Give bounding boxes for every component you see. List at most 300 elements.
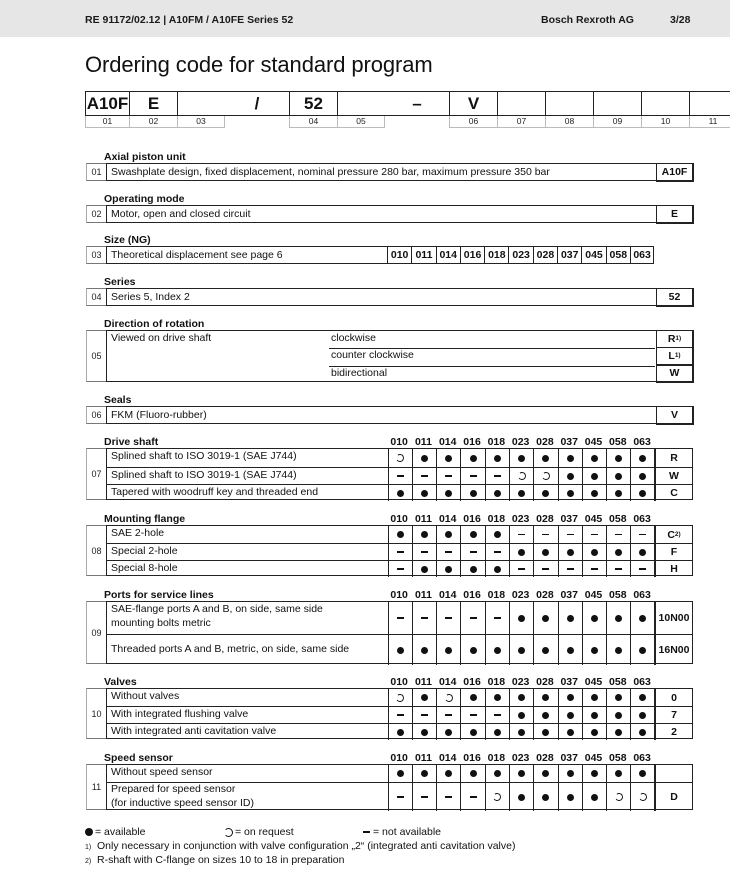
legend-not-available-label: = not available xyxy=(373,826,442,838)
availability-cell-028 xyxy=(533,783,557,811)
size-label: 011 xyxy=(414,752,432,764)
availability-cell-058 xyxy=(606,544,630,560)
availability-cell-018 xyxy=(485,765,509,782)
availability-cell-037 xyxy=(558,602,582,634)
rotation-code-2 xyxy=(656,364,694,383)
available-dot-icon xyxy=(615,549,622,556)
section-matrix-ports xyxy=(86,601,693,664)
availability-cell-016 xyxy=(460,468,484,484)
availability-cell-014 xyxy=(436,485,460,501)
rotation-code-0: R 1) xyxy=(656,330,694,349)
availability-cell-028 xyxy=(533,689,557,706)
availability-cell-010 xyxy=(388,485,412,501)
size-label: 037 xyxy=(560,676,578,688)
position-number: 04 xyxy=(91,292,102,302)
availability-cell-063 xyxy=(630,724,654,740)
not-available-dash-icon xyxy=(397,568,404,570)
availability-cell-063 xyxy=(630,635,654,665)
available-dot-icon xyxy=(470,770,477,777)
matrix-row xyxy=(107,467,692,484)
availability-cell-028 xyxy=(533,765,557,782)
size-label: 023 xyxy=(511,752,530,764)
row-description: Special 8-hole xyxy=(111,561,178,574)
availability-cell-023 xyxy=(509,449,533,467)
available-dot-icon xyxy=(494,455,501,462)
availability-cell-014 xyxy=(436,526,460,543)
matrix-row xyxy=(107,602,692,634)
size-label: 010 xyxy=(390,589,408,601)
option-code xyxy=(655,468,692,484)
legend-on-request-label: = on request xyxy=(235,826,294,838)
size-label: 037 xyxy=(560,513,578,525)
not-available-dash-icon xyxy=(421,551,428,553)
availability-cell-037 xyxy=(558,689,582,706)
size-label: 058 xyxy=(609,589,627,601)
availability-cell-011 xyxy=(412,689,436,706)
footnote-1 xyxy=(85,840,515,852)
section-title-size: Size (NG) xyxy=(104,234,151,246)
available-dot-icon xyxy=(567,794,574,801)
not-available-dash-icon xyxy=(397,551,404,553)
availability-cell-018 xyxy=(485,689,509,706)
available-dot-icon xyxy=(421,455,428,462)
availability-cells xyxy=(388,485,655,501)
size-label: 037 xyxy=(560,436,578,448)
available-dot-icon xyxy=(639,615,646,622)
code-position-number: 01 xyxy=(85,116,129,128)
code-value-box xyxy=(656,406,694,425)
code-value-box xyxy=(656,205,694,224)
availability-cells xyxy=(388,765,655,782)
matrix-row xyxy=(107,543,692,560)
size-option-037: 037 xyxy=(557,246,581,264)
matrix-row xyxy=(107,560,692,577)
size-label: 045 xyxy=(584,752,603,764)
availability-cell-045 xyxy=(582,544,606,560)
not-available-dash-icon xyxy=(494,617,501,619)
available-dot-icon xyxy=(518,794,525,801)
availability-cells xyxy=(388,783,655,811)
availability-cell-011 xyxy=(412,485,436,501)
matrix-row xyxy=(107,484,692,501)
availability-cell-018 xyxy=(485,561,509,577)
availability-cell-037 xyxy=(558,485,582,501)
available-dot-icon xyxy=(470,531,477,538)
availability-cell-014 xyxy=(436,468,460,484)
row-description: Splined shaft to ISO 3019-1 (SAE J744) xyxy=(111,468,297,481)
available-dot-icon xyxy=(421,729,428,736)
availability-cell-037 xyxy=(558,561,582,577)
section-title-drive_shaft: Drive shaft xyxy=(104,436,159,448)
size-option-028: 028 xyxy=(533,246,557,264)
code-field-08 xyxy=(545,91,593,116)
option-code xyxy=(655,449,692,467)
size-label: 016 xyxy=(463,676,481,688)
availability-cells xyxy=(388,724,655,740)
availability-cell-016 xyxy=(460,602,484,634)
row-content xyxy=(106,406,693,424)
section-title-series: Series xyxy=(104,276,136,288)
available-dot-icon xyxy=(445,566,452,573)
availability-cell-011 xyxy=(412,449,436,467)
availability-cell-037 xyxy=(558,468,582,484)
code-value: 52 xyxy=(668,291,681,303)
available-dot-icon xyxy=(639,549,646,556)
size-option-063: 063 xyxy=(630,246,654,264)
size-label: 045 xyxy=(584,436,603,448)
availability-cell-058 xyxy=(606,689,630,706)
footnote-text: Only necessary in conjunction with valve configuration „2“ (integrated anti cavitation valve) xyxy=(97,840,516,852)
size-label: 014 xyxy=(438,752,457,764)
availability-cells xyxy=(388,468,655,484)
available-dot-icon xyxy=(470,455,477,462)
code-field-03 xyxy=(177,91,225,116)
position-number: 03 xyxy=(91,250,102,260)
rotation-option-0: clockwise xyxy=(331,332,376,344)
available-dot-icon xyxy=(542,770,549,777)
row-description-line2: (for inductive speed sensor ID) xyxy=(111,796,254,809)
availability-cell-058 xyxy=(606,707,630,723)
on-request-circle-icon xyxy=(444,693,453,702)
matrix-content xyxy=(106,601,693,664)
size-label: 010 xyxy=(390,513,408,525)
size-label: 010 xyxy=(390,676,408,688)
code-value: R xyxy=(670,452,678,464)
available-dot-icon xyxy=(421,647,428,654)
size-label: 028 xyxy=(536,752,554,764)
matrix-row xyxy=(107,765,692,782)
availability-cell-023 xyxy=(509,544,533,560)
available-dot-icon xyxy=(639,729,646,736)
not-available-dash-icon xyxy=(518,534,525,536)
size-label: 018 xyxy=(487,513,506,525)
availability-cell-045 xyxy=(582,561,606,577)
availability-cell-016 xyxy=(460,561,484,577)
size-label: 058 xyxy=(609,676,627,688)
available-dot-icon xyxy=(639,455,646,462)
size-label: 023 xyxy=(511,676,530,688)
section-row-series xyxy=(86,288,693,306)
availability-cell-014 xyxy=(436,765,460,782)
availability-cell-023 xyxy=(509,485,533,501)
code-field-07 xyxy=(497,91,545,116)
available-dot-icon xyxy=(518,694,525,701)
available-dot-icon xyxy=(470,566,477,573)
code-separator: / xyxy=(225,91,289,116)
section-title-valves: Valves xyxy=(104,676,137,688)
availability-cell-045 xyxy=(582,449,606,467)
available-dot-icon xyxy=(639,647,646,654)
option-code: C 2) xyxy=(655,526,692,543)
size-label: 058 xyxy=(609,752,627,764)
size-option-023: 023 xyxy=(508,246,532,264)
option-code xyxy=(655,485,692,501)
availability-cell-010 xyxy=(388,468,412,484)
size-label: 058 xyxy=(609,513,627,525)
code-position-number: 08 xyxy=(545,116,593,128)
availability-cell-063 xyxy=(630,544,654,560)
code-position-number: 03 xyxy=(177,116,225,128)
available-dot-icon xyxy=(639,473,646,480)
footnote-text: R-shaft with C-flange on sizes 10 to 18 in preparation xyxy=(97,854,345,866)
availability-cell-028 xyxy=(533,561,557,577)
code-position-number: 06 xyxy=(449,116,497,128)
available-dot-icon xyxy=(542,794,549,801)
available-dot-icon xyxy=(445,490,452,497)
availability-cell-037 xyxy=(558,765,582,782)
availability-cell-016 xyxy=(460,485,484,501)
code-position-number: 07 xyxy=(497,116,545,128)
available-dot-icon xyxy=(518,490,525,497)
available-dot-icon xyxy=(445,729,452,736)
position-number: 07 xyxy=(91,469,102,479)
available-dot-icon xyxy=(494,694,501,701)
availability-cells xyxy=(388,602,655,634)
availability-cells xyxy=(388,707,655,723)
availability-cell-045 xyxy=(582,689,606,706)
section-row-axial xyxy=(86,163,693,181)
available-dot-icon xyxy=(445,647,452,654)
available-dot-icon xyxy=(421,694,428,701)
size-label: 016 xyxy=(463,436,481,448)
availability-cell-011 xyxy=(412,707,436,723)
row-description: Theoretical displacement see page 6 xyxy=(111,249,283,261)
availability-cell-063 xyxy=(630,468,654,484)
row-description: SAE 2-hole xyxy=(111,526,165,539)
available-dot-icon xyxy=(518,455,525,462)
on-request-circle-icon xyxy=(493,792,502,801)
availability-cell-011 xyxy=(412,602,436,634)
on-request-circle-icon xyxy=(396,453,405,462)
available-dot-icon xyxy=(494,770,501,777)
legend-available xyxy=(85,826,146,838)
available-dot-icon xyxy=(615,694,622,701)
available-dot-icon xyxy=(591,615,598,622)
on-request-circle-icon xyxy=(614,792,623,801)
not-available-dash-icon xyxy=(421,475,428,477)
row-content xyxy=(106,163,693,181)
code-field-01: A10F xyxy=(85,91,129,116)
available-dot-icon xyxy=(494,531,501,538)
size-label: 014 xyxy=(438,513,457,525)
row-description: Motor, open and closed circuit xyxy=(111,208,251,220)
availability-cell-010 xyxy=(388,765,412,782)
size-option-010: 010 xyxy=(387,246,411,264)
availability-cell-028 xyxy=(533,635,557,665)
size-label: 018 xyxy=(487,752,506,764)
code-position-number: 02 xyxy=(129,116,177,128)
available-dot-icon xyxy=(518,549,525,556)
available-dot-icon xyxy=(421,770,428,777)
availability-cell-028 xyxy=(533,526,557,543)
legend-not-available xyxy=(363,826,441,838)
position-number: 01 xyxy=(91,167,102,177)
available-dot-icon xyxy=(591,490,598,497)
availability-cell-014 xyxy=(436,449,460,467)
footnote-2 xyxy=(85,854,344,866)
availability-cell-010 xyxy=(388,602,412,634)
option-code xyxy=(655,765,692,782)
size-label: 028 xyxy=(536,676,554,688)
availability-cell-010 xyxy=(388,783,412,811)
code-value: 16N00 xyxy=(658,644,690,656)
code-value: C xyxy=(670,487,678,499)
position-number: 05 xyxy=(91,351,102,361)
availability-cell-014 xyxy=(436,689,460,706)
position-number: 02 xyxy=(91,209,102,219)
option-code xyxy=(655,689,692,706)
size-label: 037 xyxy=(560,589,578,601)
not-available-dash-icon xyxy=(542,568,549,570)
size-label: 028 xyxy=(536,589,554,601)
availability-cell-028 xyxy=(533,724,557,740)
code-value: 2 xyxy=(671,726,677,738)
availability-cell-011 xyxy=(412,544,436,560)
document-reference: RE 91172/02.12 | A10FM / A10FE Series 52 xyxy=(85,14,294,26)
available-dot-icon xyxy=(542,490,549,497)
availability-cell-063 xyxy=(630,783,654,811)
page-number: 3/28 xyxy=(670,14,691,26)
size-header-flange xyxy=(387,513,654,525)
availability-cell-014 xyxy=(436,724,460,740)
available-dot-icon xyxy=(591,549,598,556)
option-code xyxy=(655,724,692,740)
available-dot-icon xyxy=(591,729,598,736)
size-label: 023 xyxy=(511,513,530,525)
code-field-02: E xyxy=(129,91,177,116)
availability-cells xyxy=(388,544,655,560)
code-position-number: 05 xyxy=(337,116,385,128)
availability-cell-045 xyxy=(582,468,606,484)
available-dot-icon xyxy=(494,490,501,497)
not-available-dash-icon xyxy=(445,551,452,553)
not-available-dash-icon xyxy=(518,568,525,570)
availability-cells xyxy=(388,561,655,577)
availability-cell-063 xyxy=(630,707,654,723)
availability-cell-037 xyxy=(558,707,582,723)
size-label: 014 xyxy=(438,436,457,448)
availability-cell-058 xyxy=(606,468,630,484)
available-dot-icon xyxy=(470,694,477,701)
availability-cell-014 xyxy=(436,602,460,634)
available-dot-icon xyxy=(615,490,622,497)
size-label: 016 xyxy=(463,589,481,601)
availability-cells xyxy=(388,449,655,467)
availability-cell-023 xyxy=(509,783,533,811)
availability-cell-010 xyxy=(388,526,412,543)
section-row-rotation xyxy=(86,330,693,382)
size-label: 028 xyxy=(536,436,554,448)
size-label: 058 xyxy=(609,436,627,448)
availability-cell-016 xyxy=(460,783,484,811)
availability-cell-023 xyxy=(509,602,533,634)
availability-cell-010 xyxy=(388,635,412,665)
available-dot-icon xyxy=(615,729,622,736)
availability-cell-058 xyxy=(606,602,630,634)
code-field-04: 52 xyxy=(289,91,337,116)
option-code xyxy=(655,544,692,560)
availability-cell-045 xyxy=(582,635,606,665)
matrix-row xyxy=(107,526,692,543)
availability-cell-016 xyxy=(460,526,484,543)
availability-cell-018 xyxy=(485,485,509,501)
size-option-016: 016 xyxy=(460,246,484,264)
available-dot-icon xyxy=(542,694,549,701)
size-label: 014 xyxy=(438,589,457,601)
size-label: 045 xyxy=(584,513,603,525)
row-description: Viewed on drive shaft xyxy=(111,332,212,344)
on-request-circle-icon xyxy=(541,471,550,480)
size-label: 045 xyxy=(584,676,603,688)
availability-cell-037 xyxy=(558,526,582,543)
availability-cell-011 xyxy=(412,468,436,484)
not-available-dash-icon xyxy=(397,796,404,798)
availability-cell-018 xyxy=(485,544,509,560)
section-title-axial: Axial piston unit xyxy=(104,151,186,163)
available-dot-icon xyxy=(518,770,525,777)
available-dot-icon xyxy=(615,615,622,622)
availability-cell-045 xyxy=(582,526,606,543)
row-description: SAE-flange ports A and B, on side, same side xyxy=(111,603,323,615)
available-dot-icon xyxy=(567,473,574,480)
available-dot-icon xyxy=(567,647,574,654)
availability-cell-045 xyxy=(582,602,606,634)
available-dot-icon xyxy=(397,770,404,777)
row-description: Series 5, Index 2 xyxy=(111,291,190,303)
availability-cell-058 xyxy=(606,724,630,740)
availability-cell-028 xyxy=(533,485,557,501)
size-label: 037 xyxy=(560,752,578,764)
availability-cell-028 xyxy=(533,707,557,723)
available-dot-icon xyxy=(639,694,646,701)
not-available-dash-icon xyxy=(567,568,574,570)
size-options xyxy=(387,246,654,264)
available-dot-icon xyxy=(421,490,428,497)
size-label: 011 xyxy=(414,676,432,688)
availability-cell-058 xyxy=(606,783,630,811)
matrix-row xyxy=(107,689,692,706)
available-dot-icon xyxy=(567,712,574,719)
available-dot-icon xyxy=(518,647,525,654)
availability-cell-058 xyxy=(606,635,630,665)
on-request-circle-icon xyxy=(517,471,526,480)
availability-cell-023 xyxy=(509,724,533,740)
code-value: F xyxy=(670,546,678,558)
option-code xyxy=(655,707,692,723)
size-label: 011 xyxy=(414,436,432,448)
availability-cell-016 xyxy=(460,765,484,782)
not-available-dash-icon xyxy=(397,714,404,716)
available-dot-icon xyxy=(567,455,574,462)
available-dot-icon xyxy=(591,694,598,701)
size-label: 018 xyxy=(487,676,506,688)
on-request-circle-icon xyxy=(638,792,647,801)
availability-cell-011 xyxy=(412,526,436,543)
availability-cell-014 xyxy=(436,783,460,811)
availability-cell-011 xyxy=(412,765,436,782)
availability-cell-063 xyxy=(630,561,654,577)
availability-cell-018 xyxy=(485,449,509,467)
available-dot-icon xyxy=(397,729,404,736)
available-dot-icon xyxy=(567,549,574,556)
available-dot-icon xyxy=(639,770,646,777)
availability-cell-023 xyxy=(509,765,533,782)
availability-cell-028 xyxy=(533,602,557,634)
availability-cell-011 xyxy=(412,724,436,740)
available-dot-icon xyxy=(567,490,574,497)
available-dot-icon xyxy=(567,729,574,736)
code-value-box xyxy=(656,288,694,307)
